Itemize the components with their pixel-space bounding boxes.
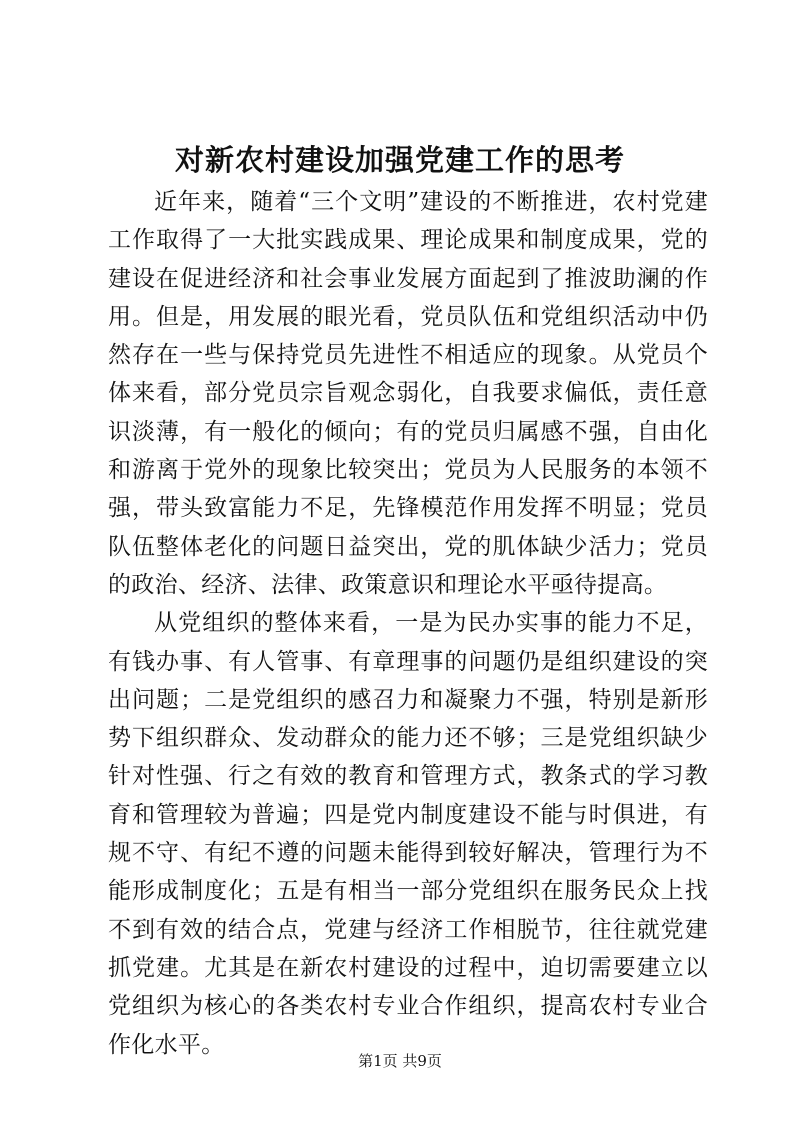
page-footer: 第1页 共9页 — [358, 1052, 442, 1070]
document-body — [108, 183, 708, 1064]
paragraph-1: 近年来，随着“三个文明”建设的不断推进，农村党建工作取得了一大批实践成果、理论成果和制度成果，党的建设在促进经济和社会事业发展方面起到了推波助澜的作用。但是，用发展的眼光看，党员队伍和党组织活动中仍然存在一些与保持党员先进性不相适应的现象。从党员个体来看，部分党员宗旨观念弱化，自我要求偏低，责任意识淡薄，有一般化的倾向；有的党员归属感不强，自由化和游离于党外的现象比较突出；党员为人民服务的本领不强，带头致富能力不足，先锋模范作用发挥不明显；党员队伍整体老化的问题日益突出，党的肌体缺少活力；党员的政治、经济、法律、政策意识和理论水平亟待提高。 — [108, 189, 708, 598]
document-title: 对新农村建设加强党建工作的思考 — [174, 143, 625, 177]
paragraph-2: 从党组织的整体来看，一是为民办实事的能力不足，有钱办事、有人管事、有章理事的问题仍是组织建设的突出问题；二是党组织的感召力和凝聚力不强，特别是新形势下组织群众、发动群众的能力还不够；三是党组织缺少针对性强、行之有效的教育和管理方式，教条式的学习教育和管理较为普遍；四是党内制度建设不能与时俱进，有规不守、有纪不遵的问题未能得到较好解决，管理行为不能形成制度化；五是有相当一部分党组织在服务民众上找不到有效的结合点，党建与经济工作相脱节，往往就党建抓党建。尤其是在新农村建设的过程中，迫切需要建立以党组织为核心的各类农村专业合作组织，提高农村专业合作化水平。 — [108, 610, 708, 1058]
